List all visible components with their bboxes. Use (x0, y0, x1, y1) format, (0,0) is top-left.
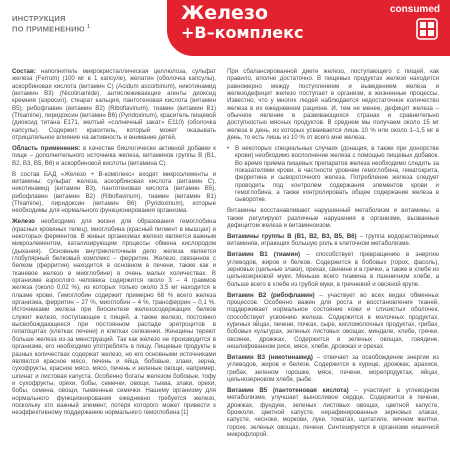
composition-text: наполнитель микрокристаллическая целлюлоза, сульфат железа (Ferrum) (100 мг в 1 капсуле), желатин (оболочка капсулы), аскорбиновая кислота (витамин С) (Acidum ascorbinum), никотинамид (витамин В3) (Nicotinamide), антислеживающие агенты диоксид кремния (аэросил), стеарат кальция, пантотеновая кислота (витамин В5), рибофлавин (витамин В2) (Riboflavinum), тиамин (витамин В1) (Thiamine), пиридоксин (витамин В6) (Pyridoxinum), краситель пищевой (диоксид титана Е171, желтый «солнечный закат» Е110) (оболочка капсулы). Содержит краситель, который может оказывать отрицательное влияние на активность и внимание детей. (12, 68, 216, 142)
b3-text: – отвечает за освобождение энергии из углеводов, жиров и белков. Содержится в курице, дрожжах, арахисе, грибах, зеленом горошке, мясе, печени, морепродуктах, яйцах, цельнозерновом хлебе, рыбе. (227, 353, 439, 383)
b5-paragraph (227, 387, 439, 438)
vitamins-b-text: – группа водорастворимых витаминов, играющих большую роль в клеточном метаболизме. (227, 233, 439, 248)
iron-text: необходимо для жизни для образования гемоглобина (красных кровяных телец), миоглобина (красный пигмент в мышцах) и некоторых ферментов. В живых организмах железо является важным микроэлементом, катализирующим процессы обмена кислородом (дыхания). Основным внутриклеточным депо железа является глобулярный белковый комплекс – ферритин. Железо, связанное с белком (ферритин) находится в основном в печени, также как и тканевое железо в миоглобине) в очень малых количествах. В организме взрослого человека содержится около 3 – 4 граммов железа (около 0,02 %), из которых только около 3,5 мг находится в плазме крови. Гемоглобин содержит примерно 68 % всего железа организма, ферритин – 27 %, миоглобин – 4 %, трансферрин – 0,1 %. Источниками железа при биосинтезе железосодержащих белков служит железо, поступающее с пищей, а также железо, постоянно высвобождающееся при постоянном распаде эритроцитов в гепатоцитах (клетках печени) и клетках селезенки. Женщины теряют больше железа из-за менструаций. Так как железо не производится в организме, его необходимо употреблять в пищу. Пищевые продукты в разных количествах содержат железо, но его основными источниками являются красное мясо, печень и яйца, бобовые, злаки, зерна, сухофрукты, красное мясо, мясо, печень и зеленые овощи, например, шпинат и листовая капуста. Особенно богаты железом бобовые, тофу и сухофрукты, орехи, бобы, семечки, овощи, тыква, злаки, орехи, бобы, семена, овощи, тыквенные семечки. Нашему организму для нормального функционирования ежедневно требуется железо, поскольку это важный элемент, потеря которого может привести к неэффективному поддержанию нормального гемоглобина [1] (12, 218, 216, 417)
product-subtitle: +В–комплекс (181, 23, 304, 42)
composition-label: Состав: (12, 68, 36, 75)
b5-text: – участвует в углеводном метаболизме, улучшает выносливое сердце. Содержится в печени, дрожжах, фундуке, зеленых листовых овощах, цветной капусте, брокколи, цветной капусте, нерафинированных зерновых злаках, капусте, чесноке, моркови, луке, томатах, щитатиле, яичном желтке, горохе, зеленых овощах, печени. Синтезируется в организме кишечной микрофлорой. (227, 386, 439, 438)
b2-label: Витамин В2 (рибофламин) (227, 291, 315, 299)
product-title: Железо (181, 2, 269, 24)
brand-logo-icon (416, 18, 438, 40)
b1-paragraph (227, 251, 439, 288)
area-paragraph (12, 145, 216, 167)
b5-label: Витамин В5 (пантотеновая кислота) (227, 386, 349, 394)
left-column (12, 68, 216, 440)
b3-paragraph (227, 354, 439, 383)
special-cases-paragraph: • В некоторых специальных случаях (донация, в также при донорстве крови) необходимо восполнение железа с помощью пищевых добавок. Во время приема пищевых препаратов железа необходимо следить за показателями крови, в частности уровнем гемоглобина, гематокрита, ферритина и сывороточного железа. Потребление железа следует проводить под контролем содержания элементов крови и гемоглобина, а также контролировать общее содержание железа в сыворотке. (227, 145, 439, 204)
composition-paragraph (12, 68, 216, 141)
b1-label: Витамин В1 (тиамин) (227, 251, 301, 259)
iron-label: Железо (12, 218, 35, 226)
instruction-heading-line1: ИНСТРУКЦИЯ (12, 14, 66, 23)
area-label: Область применения: (12, 145, 81, 153)
right-column (227, 68, 439, 440)
b3-label: Витамин В3 (никотинамид) (227, 353, 313, 361)
diet-paragraph: При сбалансированной диете железо, поступающего с пищей, как правило, вполне достаточно. В пищевых продуктах железо находится равномерно между поступлением и выведением железа и железодефицит железо поступает в организм, в жизненные процессы. Известно, что у многих людей наблюдается недостаточное количество железа в их ежедневном рационе. И, тем не менее, дефицит железа – обычное явление в развивающихся странах и сравнительно доступностью мясных продуктов. В среднем мы получаем около 15 мг железа в день, из которых усваивается лишь 10 % или около 1–1,5 мг в день, то есть лишь из 10 % от всего мне железа. (227, 68, 439, 142)
instruction-heading (12, 14, 157, 34)
product-banner (167, 0, 450, 56)
vitamins-b-paragraph (227, 233, 439, 248)
brand-name: consumed (389, 4, 440, 15)
instruction-heading-line2: ПО ПРИМЕНЕНИЮ (12, 24, 85, 34)
iron-paragraph (12, 218, 216, 416)
b2-text: – участвует во всех видах обменных процессов. Особенно важен для роста и восстановления тканей, поддерживает нормальное состояние кожи и слизистых оболочек, способствует усвоению железа. Содержится в молочных продуктах, куриных яйцах, печени, почках, сыре, кисломолочных продуктах, грибах, бобовых культурах, зеленых листовых овощах, миндале, хлебе, гречке, овсянке, дрожжах, Содержится в зеленых овощах, говядине, нешлифованном рисе, мясе, хлебе, дрожжах и орехах. (227, 291, 439, 350)
instruction-footnote: 1 (87, 24, 91, 30)
vitamins-paragraph: Витамины восстанавливают нарушенный метаболизм и витамины, а также регулируют различные нарушения в организме, вызванные дефицитом железа и витаминоизом. (227, 207, 439, 230)
b1-text: – способствует превращению в энергию углеводов, жиров и белков. Содержится в бобовых (горох, фасоль), зерновых (цельные злаки), орехах, свинине и в гречке, а также в хлебе из цельнозерновой муки. Меньше всего тиамина в пшеничном хлебе, а больше всего в хлебе из грубой муки, в гречневой и овсяной крупе. (227, 251, 439, 288)
vitamins-b-label: Витамины группы В (B1, B2, B3, B5, B6) (227, 233, 357, 240)
area-text: в качестве биологически активной добавки к пище – дополнительного источника железа, витаминов группы В (В1, В2, В3, В5, В6) и аскорбиновой кислоты (витамина С). (12, 145, 216, 167)
b2-paragraph (227, 292, 439, 351)
ingredients-paragraph: В состав БАД «Железо + В-комплекс» входят микроэлементы и витамины: сульфат железа, аскорбиновая кислота (витамин С), никотинамид (витамин В3), пантотеновая кислота (витамин В5), рибофлавин (витамин В2) (Riboflavinum), тиамин (витамин В1) (Thiamine), пиридоксин (витамин В6) (Pyridoxinum), которые необходимы для нормального функционирования организма. (12, 170, 216, 215)
